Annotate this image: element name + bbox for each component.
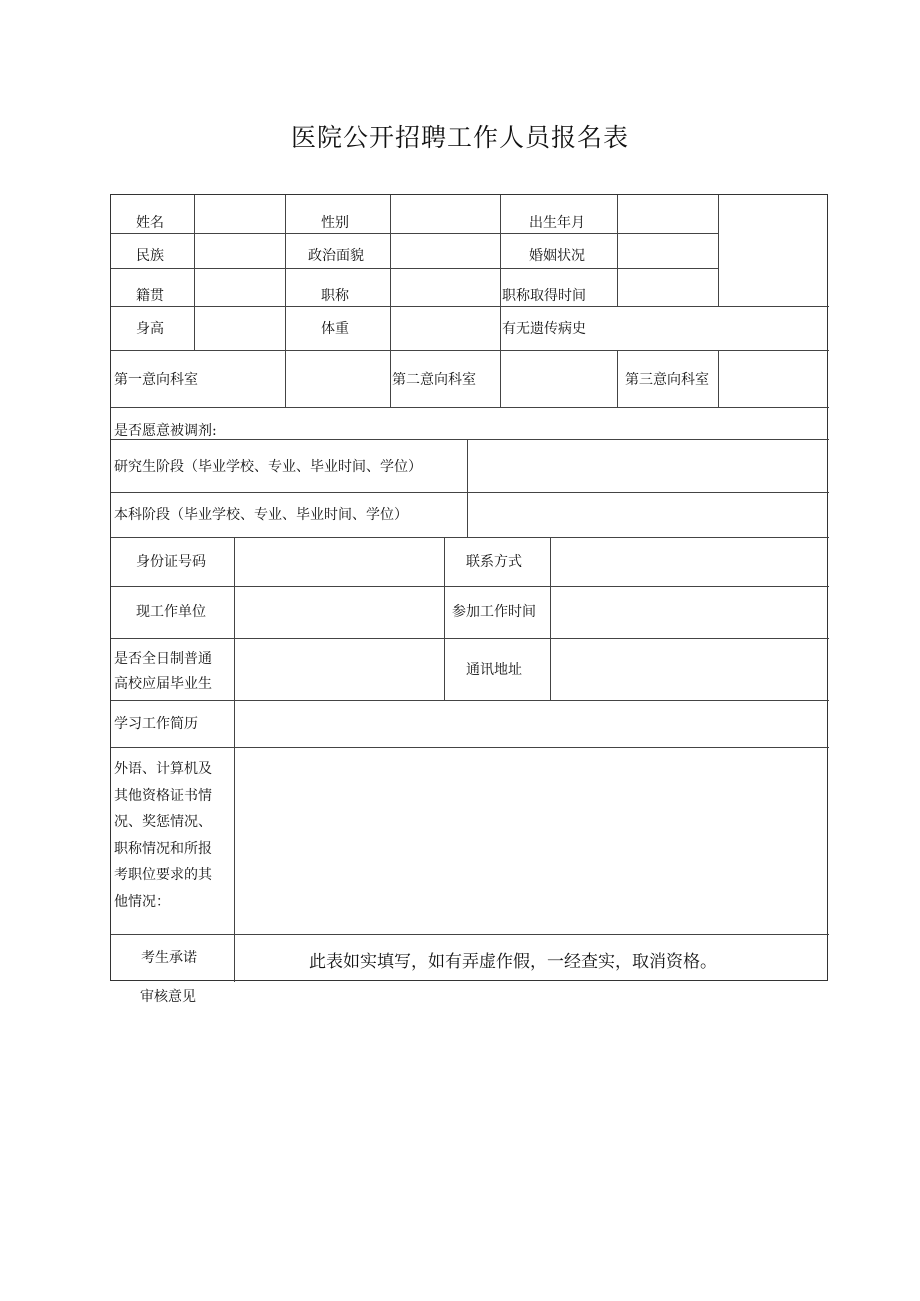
label-origin: 籍贯: [136, 288, 164, 304]
label-fresh-grad: 是否全日制普通 高校应届毕业生: [114, 651, 212, 692]
label-dept2: 第二意向科室: [392, 372, 476, 388]
registration-form: [110, 194, 828, 981]
label-work-start: 参加工作时间: [452, 604, 536, 620]
other-info-field[interactable]: [235, 748, 828, 933]
label-political: 政治面貌: [308, 248, 364, 264]
label-contact: 联系方式: [466, 554, 522, 570]
label-job-title: 职称: [321, 288, 349, 304]
label-undergrad: 本科阶段（毕业学校、专业、毕业时间、学位）: [114, 507, 408, 523]
label-marital: 婚姻状况: [529, 248, 585, 264]
gender-field[interactable]: [391, 196, 499, 232]
label-ethnicity: 民族: [136, 248, 164, 264]
label-adjust: 是否愿意被调剂:: [114, 423, 217, 439]
label-name: 姓名: [136, 215, 164, 231]
label-pledge: 考生承诺: [141, 950, 197, 966]
label-resume: 学习工作简历: [114, 716, 198, 732]
name-field[interactable]: [195, 196, 284, 232]
page-title: 医院公开招聘工作人员报名表: [290, 123, 629, 152]
label-employer: 现工作单位: [136, 604, 206, 620]
pledge-text: 此表如实填写，如有弄虚作假，一经查实，取消资格。: [309, 952, 717, 972]
contact-field[interactable]: [551, 538, 828, 585]
label-job-title-date: 职称取得时间: [502, 288, 586, 304]
label-dept1: 第一意向科室: [114, 372, 198, 388]
label-dept3: 第三意向科室: [625, 372, 709, 388]
label-gender: 性别: [321, 215, 349, 231]
label-hereditary: 有无遗传病史: [502, 321, 586, 337]
photo-area[interactable]: [719, 196, 828, 305]
label-address: 通讯地址: [466, 662, 522, 678]
id-number-field[interactable]: [235, 538, 443, 585]
label-height: 身高: [136, 321, 164, 337]
label-graduate: 研究生阶段（毕业学校、专业、毕业时间、学位）: [114, 459, 422, 475]
label-id-number: 身份证号码: [136, 554, 206, 570]
label-weight: 体重: [321, 321, 349, 337]
label-review: 审核意见: [140, 989, 196, 1005]
label-other: 外语、计算机及 其他资格证书情 况、奖惩情况、 职称情况和所报 考职位要求的其 他情况：: [114, 761, 212, 910]
label-birth: 出生年月: [529, 215, 585, 231]
